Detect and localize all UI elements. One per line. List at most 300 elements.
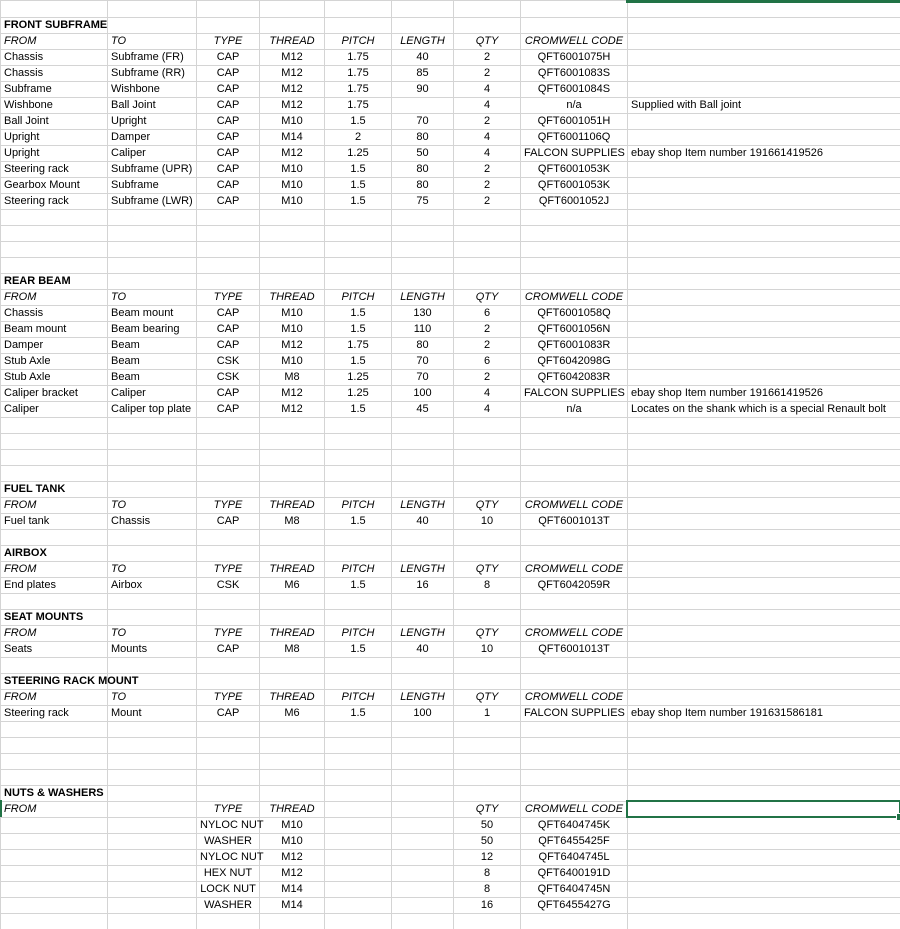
cell[interactable]: [325, 210, 392, 226]
cell[interactable]: M12: [260, 98, 325, 114]
cell[interactable]: 90: [392, 82, 454, 98]
cell[interactable]: CSK: [197, 354, 260, 370]
cell[interactable]: QFT6001053K: [521, 162, 628, 178]
cell[interactable]: [260, 914, 325, 929]
cell[interactable]: [108, 210, 197, 226]
cell[interactable]: [454, 530, 521, 546]
column-header-cell[interactable]: QTY: [454, 802, 521, 818]
cell[interactable]: [1, 450, 108, 466]
cell[interactable]: [325, 594, 392, 610]
cell[interactable]: [325, 754, 392, 770]
cell[interactable]: [108, 546, 197, 562]
cell[interactable]: [454, 258, 521, 274]
cell[interactable]: [628, 546, 900, 562]
column-header-cell[interactable]: QTY: [454, 498, 521, 514]
cell[interactable]: [628, 818, 900, 834]
cell[interactable]: Beam: [108, 354, 197, 370]
cell[interactable]: [628, 578, 900, 594]
cell[interactable]: [628, 290, 900, 306]
column-header-cell[interactable]: TO: [108, 562, 197, 578]
cell[interactable]: CAP: [197, 706, 260, 722]
cell[interactable]: [392, 754, 454, 770]
cell[interactable]: Subframe (UPR): [108, 162, 197, 178]
cell[interactable]: [108, 786, 197, 802]
column-header-cell[interactable]: TYPE: [197, 690, 260, 706]
cell[interactable]: 1.75: [325, 98, 392, 114]
cell[interactable]: [1, 434, 108, 450]
cell[interactable]: [628, 322, 900, 338]
cell[interactable]: CAP: [197, 66, 260, 82]
cell[interactable]: [108, 258, 197, 274]
cell[interactable]: [521, 786, 628, 802]
cell[interactable]: 1.5: [325, 402, 392, 418]
cell[interactable]: Chassis: [1, 50, 108, 66]
cell[interactable]: Caliper top plate: [108, 402, 197, 418]
cell[interactable]: Upright: [1, 130, 108, 146]
cell[interactable]: [260, 450, 325, 466]
cell[interactable]: [197, 546, 260, 562]
cell[interactable]: [197, 914, 260, 929]
cell[interactable]: 1.5: [325, 306, 392, 322]
cell[interactable]: [628, 66, 900, 82]
cell[interactable]: [392, 834, 454, 850]
cell[interactable]: [325, 274, 392, 290]
cell[interactable]: Damper: [108, 130, 197, 146]
cell[interactable]: [628, 194, 900, 210]
cell[interactable]: 10: [454, 514, 521, 530]
cell[interactable]: [628, 674, 900, 690]
cell[interactable]: Beam mount: [1, 322, 108, 338]
cell[interactable]: [325, 770, 392, 786]
cell[interactable]: [325, 610, 392, 626]
cell[interactable]: [521, 242, 628, 258]
column-header-cell[interactable]: PITCH: [325, 690, 392, 706]
cell[interactable]: QFT6001083S: [521, 66, 628, 82]
column-header-cell[interactable]: TYPE: [197, 498, 260, 514]
column-header-cell[interactable]: FROM: [1, 34, 108, 50]
cell[interactable]: [325, 450, 392, 466]
cell[interactable]: [521, 1, 628, 18]
cell[interactable]: [392, 866, 454, 882]
cell[interactable]: [454, 914, 521, 929]
column-header-cell[interactable]: THREAD: [260, 802, 325, 818]
column-header-cell[interactable]: LENGTH: [392, 34, 454, 50]
cell[interactable]: Beam: [108, 338, 197, 354]
cell[interactable]: [260, 274, 325, 290]
cell[interactable]: [392, 882, 454, 898]
cell[interactable]: [197, 594, 260, 610]
cell[interactable]: [108, 866, 197, 882]
column-header-cell[interactable]: LENGTH: [392, 690, 454, 706]
cell[interactable]: [392, 466, 454, 482]
column-header-cell[interactable]: CROMWELL CODE: [521, 802, 628, 818]
cell[interactable]: [197, 274, 260, 290]
cell[interactable]: [392, 850, 454, 866]
cell[interactable]: [197, 786, 260, 802]
cell[interactable]: [260, 546, 325, 562]
cell[interactable]: [1, 466, 108, 482]
cell[interactable]: [454, 466, 521, 482]
cell[interactable]: [628, 50, 900, 66]
cell[interactable]: [108, 882, 197, 898]
cell[interactable]: 1.75: [325, 82, 392, 98]
column-header-cell[interactable]: PITCH: [325, 626, 392, 642]
cell[interactable]: [628, 802, 900, 818]
section-title-cell[interactable]: FRONT SUBFRAME: [1, 18, 108, 34]
cell[interactable]: 1.5: [325, 194, 392, 210]
column-header-cell[interactable]: PITCH: [325, 34, 392, 50]
column-header-cell[interactable]: LENGTH: [392, 562, 454, 578]
cell[interactable]: [454, 546, 521, 562]
cell[interactable]: [392, 258, 454, 274]
cell[interactable]: [628, 210, 900, 226]
cell[interactable]: 1.5: [325, 114, 392, 130]
cell[interactable]: [628, 626, 900, 642]
cell[interactable]: 8: [454, 882, 521, 898]
column-header-cell[interactable]: TYPE: [197, 802, 260, 818]
cell[interactable]: Gearbox Mount: [1, 178, 108, 194]
cell[interactable]: CAP: [197, 50, 260, 66]
cell[interactable]: 100: [392, 706, 454, 722]
column-header-cell[interactable]: FROM: [1, 290, 108, 306]
cell[interactable]: [325, 882, 392, 898]
cell[interactable]: [628, 914, 900, 929]
cell[interactable]: Mount: [108, 706, 197, 722]
cell[interactable]: Steering rack: [1, 706, 108, 722]
cell[interactable]: [108, 242, 197, 258]
cell[interactable]: [325, 418, 392, 434]
cell[interactable]: [1, 418, 108, 434]
cell[interactable]: Steering rack: [1, 194, 108, 210]
cell[interactable]: [628, 514, 900, 530]
cell[interactable]: [325, 18, 392, 34]
cell[interactable]: 100: [392, 386, 454, 402]
cell[interactable]: QFT6404745N: [521, 882, 628, 898]
cell[interactable]: Caliper bracket: [1, 386, 108, 402]
cell[interactable]: [628, 354, 900, 370]
cell[interactable]: 1.25: [325, 146, 392, 162]
cell[interactable]: [392, 210, 454, 226]
cell[interactable]: [628, 850, 900, 866]
cell[interactable]: [108, 450, 197, 466]
cell[interactable]: Upright: [1, 146, 108, 162]
column-header-cell[interactable]: QTY: [454, 626, 521, 642]
column-header-cell[interactable]: FROM: [1, 562, 108, 578]
cell[interactable]: Subframe (FR): [108, 50, 197, 66]
cell[interactable]: [325, 818, 392, 834]
cell[interactable]: M12: [260, 338, 325, 354]
cell[interactable]: M12: [260, 386, 325, 402]
cell[interactable]: Ball Joint: [108, 98, 197, 114]
cell[interactable]: 4: [454, 82, 521, 98]
cell[interactable]: [628, 258, 900, 274]
cell[interactable]: [628, 594, 900, 610]
section-title-cell[interactable]: FUEL TANK: [1, 482, 108, 498]
cell[interactable]: 12: [454, 850, 521, 866]
cell[interactable]: 50: [454, 834, 521, 850]
fill-handle[interactable]: [896, 813, 900, 821]
cell[interactable]: 2: [454, 50, 521, 66]
cell[interactable]: [197, 242, 260, 258]
column-header-cell[interactable]: TYPE: [197, 34, 260, 50]
cell[interactable]: [628, 722, 900, 738]
cell[interactable]: [392, 450, 454, 466]
cell[interactable]: QFT6001051H: [521, 114, 628, 130]
cell[interactable]: 1.5: [325, 354, 392, 370]
cell[interactable]: [628, 306, 900, 322]
cell[interactable]: 130: [392, 306, 454, 322]
cell[interactable]: [628, 466, 900, 482]
cell[interactable]: [392, 274, 454, 290]
column-header-cell[interactable]: CROMWELL CODE: [521, 34, 628, 50]
cell[interactable]: QFT6001013T: [521, 514, 628, 530]
cell[interactable]: QFT6001083R: [521, 338, 628, 354]
cell[interactable]: QFT6042083R: [521, 370, 628, 386]
cell[interactable]: CAP: [197, 514, 260, 530]
cell[interactable]: M10: [260, 162, 325, 178]
column-header-cell[interactable]: TYPE: [197, 626, 260, 642]
cell[interactable]: 110: [392, 322, 454, 338]
column-header-cell[interactable]: PITCH: [325, 290, 392, 306]
column-header-cell[interactable]: TO: [108, 626, 197, 642]
cell[interactable]: CAP: [197, 194, 260, 210]
cell[interactable]: [108, 18, 197, 34]
cell[interactable]: Fuel tank: [1, 514, 108, 530]
cell[interactable]: [521, 258, 628, 274]
cell[interactable]: [108, 1, 197, 18]
cell[interactable]: [521, 914, 628, 929]
cell[interactable]: [392, 482, 454, 498]
cell[interactable]: 1.5: [325, 642, 392, 658]
cell[interactable]: LOCK NUT: [197, 882, 260, 898]
column-header-cell[interactable]: CROMWELL CODE: [521, 690, 628, 706]
cell[interactable]: 2: [454, 194, 521, 210]
cell[interactable]: [197, 210, 260, 226]
cell[interactable]: 1.75: [325, 50, 392, 66]
column-header-cell[interactable]: TO: [108, 498, 197, 514]
cell[interactable]: [108, 594, 197, 610]
column-header-cell[interactable]: THREAD: [260, 498, 325, 514]
column-header-cell[interactable]: LENGTH: [392, 498, 454, 514]
cell[interactable]: M12: [260, 402, 325, 418]
cell[interactable]: WASHER: [197, 898, 260, 914]
cell[interactable]: [260, 738, 325, 754]
column-header-cell[interactable]: FROM: [1, 802, 108, 818]
cell[interactable]: QFT6001075H: [521, 50, 628, 66]
cell[interactable]: [628, 162, 900, 178]
cell[interactable]: [197, 258, 260, 274]
cell[interactable]: 80: [392, 130, 454, 146]
cell[interactable]: [392, 802, 454, 818]
cell[interactable]: M12: [260, 850, 325, 866]
cell[interactable]: HEX NUT: [197, 866, 260, 882]
cell[interactable]: M12: [260, 50, 325, 66]
cell[interactable]: [628, 562, 900, 578]
cell[interactable]: 4: [454, 130, 521, 146]
cell[interactable]: [1, 738, 108, 754]
cell[interactable]: ebay shop Item number 191631586181: [628, 706, 900, 722]
cell[interactable]: [108, 754, 197, 770]
cell[interactable]: [521, 530, 628, 546]
cell[interactable]: 85: [392, 66, 454, 82]
cell[interactable]: Subframe: [1, 82, 108, 98]
cell[interactable]: M12: [260, 66, 325, 82]
cell[interactable]: 2: [454, 66, 521, 82]
cell[interactable]: M6: [260, 578, 325, 594]
cell[interactable]: 70: [392, 354, 454, 370]
cell[interactable]: [392, 738, 454, 754]
cell[interactable]: [325, 530, 392, 546]
column-header-cell[interactable]: QTY: [454, 34, 521, 50]
cell[interactable]: [628, 114, 900, 130]
cell[interactable]: NYLOC NUT: [197, 850, 260, 866]
cell[interactable]: [260, 674, 325, 690]
cell[interactable]: CAP: [197, 146, 260, 162]
cell[interactable]: [454, 754, 521, 770]
cell[interactable]: [392, 674, 454, 690]
cell[interactable]: [197, 530, 260, 546]
cell[interactable]: [325, 834, 392, 850]
cell[interactable]: [260, 258, 325, 274]
cell[interactable]: Caliper: [108, 146, 197, 162]
cell[interactable]: [197, 418, 260, 434]
cell[interactable]: [628, 482, 900, 498]
cell[interactable]: 40: [392, 642, 454, 658]
cell[interactable]: Caliper: [108, 386, 197, 402]
cell[interactable]: QFT6001058Q: [521, 306, 628, 322]
cell[interactable]: [628, 754, 900, 770]
cell[interactable]: Damper: [1, 338, 108, 354]
column-header-cell[interactable]: CROMWELL CODE: [521, 562, 628, 578]
cell[interactable]: [521, 418, 628, 434]
cell[interactable]: CAP: [197, 82, 260, 98]
cell[interactable]: [197, 434, 260, 450]
cell[interactable]: [1, 242, 108, 258]
cell[interactable]: M10: [260, 114, 325, 130]
cell[interactable]: 2: [454, 338, 521, 354]
cell[interactable]: M10: [260, 322, 325, 338]
cell[interactable]: [454, 1, 521, 18]
cell[interactable]: [521, 674, 628, 690]
cell[interactable]: [628, 786, 900, 802]
cell[interactable]: Subframe: [108, 178, 197, 194]
cell[interactable]: [325, 866, 392, 882]
cell[interactable]: QFT6001084S: [521, 82, 628, 98]
cell[interactable]: [521, 738, 628, 754]
cell[interactable]: Beam mount: [108, 306, 197, 322]
cell[interactable]: QFT6404745L: [521, 850, 628, 866]
cell[interactable]: ebay shop Item number 191661419526: [628, 146, 900, 162]
cell[interactable]: [628, 34, 900, 50]
cell[interactable]: 70: [392, 114, 454, 130]
cell[interactable]: [260, 482, 325, 498]
cell[interactable]: [260, 434, 325, 450]
cell[interactable]: Airbox: [108, 578, 197, 594]
cell[interactable]: [628, 658, 900, 674]
cell[interactable]: [628, 418, 900, 434]
cell[interactable]: [628, 498, 900, 514]
cell[interactable]: QFT6400191D: [521, 866, 628, 882]
cell[interactable]: M14: [260, 130, 325, 146]
cell[interactable]: [392, 786, 454, 802]
column-header-cell[interactable]: QTY: [454, 290, 521, 306]
cell[interactable]: CAP: [197, 98, 260, 114]
cell[interactable]: 10: [454, 642, 521, 658]
cell[interactable]: QFT6042059R: [521, 578, 628, 594]
cell[interactable]: CAP: [197, 178, 260, 194]
cell[interactable]: [392, 434, 454, 450]
cell[interactable]: FALCON SUPPLIES: [521, 146, 628, 162]
cell[interactable]: CAP: [197, 642, 260, 658]
cell[interactable]: [392, 546, 454, 562]
cell[interactable]: 80: [392, 178, 454, 194]
cell[interactable]: Chassis: [1, 306, 108, 322]
cell[interactable]: [628, 898, 900, 914]
cell[interactable]: [197, 226, 260, 242]
cell[interactable]: M10: [260, 818, 325, 834]
column-header-cell[interactable]: QTY: [454, 562, 521, 578]
cell[interactable]: [1, 818, 108, 834]
cell[interactable]: 2: [454, 162, 521, 178]
cell[interactable]: QFT6001052J: [521, 194, 628, 210]
cell[interactable]: [197, 770, 260, 786]
cell[interactable]: [628, 690, 900, 706]
cell[interactable]: QFT6001013T: [521, 642, 628, 658]
cell[interactable]: [108, 418, 197, 434]
cell[interactable]: [392, 722, 454, 738]
cell[interactable]: 6: [454, 306, 521, 322]
column-header-cell[interactable]: FROM: [1, 690, 108, 706]
cell[interactable]: [325, 242, 392, 258]
cell[interactable]: 80: [392, 162, 454, 178]
cell[interactable]: [197, 482, 260, 498]
cell[interactable]: Wishbone: [1, 98, 108, 114]
cell[interactable]: [108, 434, 197, 450]
cell[interactable]: M10: [260, 178, 325, 194]
cell[interactable]: 1.5: [325, 178, 392, 194]
cell[interactable]: [628, 434, 900, 450]
cell[interactable]: [325, 738, 392, 754]
cell[interactable]: M14: [260, 882, 325, 898]
cell[interactable]: [392, 770, 454, 786]
cell[interactable]: [1, 658, 108, 674]
cell[interactable]: [628, 226, 900, 242]
cell[interactable]: [1, 210, 108, 226]
cell[interactable]: [108, 610, 197, 626]
cell[interactable]: Seats: [1, 642, 108, 658]
cell[interactable]: CAP: [197, 402, 260, 418]
cell[interactable]: End plates: [1, 578, 108, 594]
cell[interactable]: [392, 610, 454, 626]
column-header-cell[interactable]: TO: [108, 690, 197, 706]
cell[interactable]: [628, 882, 900, 898]
cell[interactable]: [392, 418, 454, 434]
cell[interactable]: [1, 722, 108, 738]
cell[interactable]: CAP: [197, 130, 260, 146]
cell[interactable]: [392, 914, 454, 929]
cell[interactable]: Wishbone: [108, 82, 197, 98]
cell[interactable]: [454, 770, 521, 786]
cell[interactable]: [1, 914, 108, 929]
cell[interactable]: [392, 242, 454, 258]
cell[interactable]: [260, 658, 325, 674]
cell[interactable]: 2: [325, 130, 392, 146]
cell[interactable]: [521, 18, 628, 34]
cell[interactable]: M12: [260, 82, 325, 98]
cell[interactable]: Beam: [108, 370, 197, 386]
cell[interactable]: [628, 530, 900, 546]
cell[interactable]: [521, 594, 628, 610]
